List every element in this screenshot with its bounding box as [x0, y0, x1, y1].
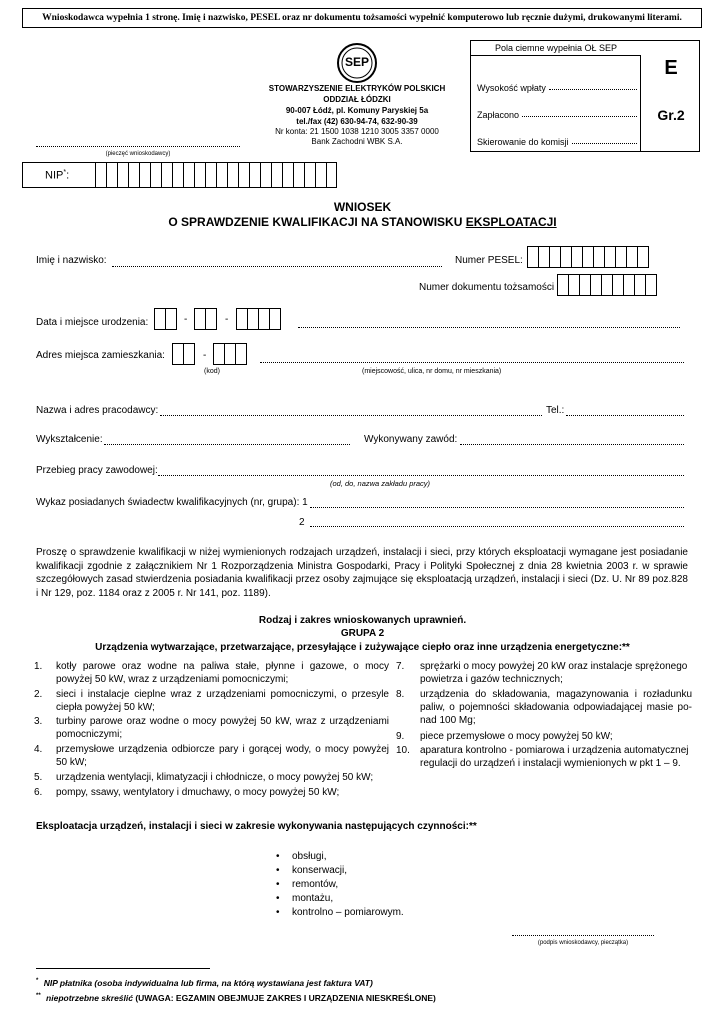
paid-label: Zapłacono [477, 110, 520, 120]
signature-label: (podpis wnioskodawcy, pieczątka) [537, 940, 629, 946]
sep-logo: SEP [336, 42, 378, 84]
top-notice: Wnioskodawca wypełnia 1 stronę. Imię i nazwisko, PESEL oraz nr dokumentu tożsamości wypełnić komputerowo lub ręcznie dużymi, drukowanymi literami. [22, 8, 702, 28]
footnote-separator [36, 968, 210, 969]
birth-month-cells[interactable] [194, 308, 217, 330]
committee-field[interactable] [477, 137, 637, 147]
org-address: 90-007 Łódź, pl. Komuny Paryskiej 5a [285, 106, 429, 115]
form-subtitle: O SPRAWDZENIE KWALIFIKACJI NA STANOWISKU EKSPLOATACJI [168, 215, 557, 229]
stamp-line[interactable] [36, 146, 240, 147]
birth-day-cells[interactable] [154, 308, 177, 330]
address-hint: (miejscowość, ulica, nr domu, nr mieszkania) [362, 368, 502, 375]
postcode-dash: - [203, 350, 207, 361]
address-label: Adres miejsca zamieszkania: [36, 350, 165, 361]
signature-line[interactable] [512, 935, 654, 936]
employer-label: Nazwa i adres pracodawcy: [36, 405, 159, 416]
id-doc-cells[interactable] [557, 274, 657, 296]
birth-place-field[interactable] [298, 327, 680, 328]
employer-field[interactable] [160, 415, 542, 416]
profession-field[interactable] [460, 444, 684, 445]
birth-year-cells[interactable] [236, 308, 281, 330]
pesel-cells[interactable] [527, 246, 649, 268]
address-field[interactable] [260, 362, 684, 363]
request-text: Proszę o sprawdzenie kwalifikacji w niżej wymienionych rodzajach urządzeń, instalacji i sieci, przy których eksploatacji wymagane jest posiadanie kwalifikacji zgodnie z załącznikiem Nr 1 Rozporządzenia Ministra Gospodarki, Pracy i Polityki Społecznej z dnia 28 kwietnia 2003 r. w sprawie szczegółowych zasad stwierdzenia posiadania kwalifikacji przez osoby zajmujące się eksploatacją urządzeń, instalacji i sieci (Dz. U. Nr 89 poz.828 i Nr 129, poz. 1184 oraz z 2005 r. Nr 141, poz. 1189). [36, 547, 688, 599]
certs-field-2[interactable] [310, 526, 684, 527]
pesel-label: Numer PESEL: [455, 255, 523, 266]
activity-item[interactable]: • montażu, [292, 893, 333, 904]
paid-field[interactable] [477, 110, 637, 120]
education-label: Wykształcenie: [36, 434, 103, 445]
activity-item[interactable]: • obsługi, [292, 851, 326, 862]
org-branch: ODDZIAŁ ŁÓDZKI [323, 95, 391, 104]
career-hint: (od, do, nazwa zakładu pracy) [330, 479, 431, 488]
activity-item[interactable]: • konserwacji, [292, 865, 347, 876]
name-label: Imię i nazwisko: [36, 255, 107, 266]
group-subtitle: Urządzenia wytwarzające, przetwarzające, przesyłające i zużywające ciepło oraz inne urządzenia energetyczne:** [95, 642, 630, 653]
org-phone: tel./fax (42) 630-94-74, 632-90-39 [296, 117, 418, 126]
birth-label: Data i miejsce urodzenia: [36, 317, 149, 328]
tel-field[interactable] [566, 415, 684, 416]
org-bank: Bank Zachodni WBK S.A. [311, 137, 403, 146]
fee-label: Wysokość wpłaty [477, 83, 546, 93]
office-box [470, 40, 700, 152]
certs-label: Wykaz posiadanych świadectw kwalifikacyjnych (nr, grupa): 1 [36, 497, 308, 508]
footnote-1: * NIP płatnika (osoba indywidualna lub firma, na którą wystawiana jest faktura VAT) [36, 978, 373, 988]
activities-title: Eksploatacja urządzeń, instalacji i sieci w zakresie wykonywania następujących czynności:** [36, 821, 477, 832]
org-account: Nr konta: 21 1500 1038 1210 3005 3357 0000 [275, 127, 439, 136]
career-field[interactable] [158, 475, 684, 476]
certs-field-1[interactable] [310, 507, 684, 508]
nip-cells[interactable] [95, 162, 327, 188]
scope-title: Rodzaj i zakres wnioskowanych uprawnień. [258, 615, 467, 626]
footnote-2: ** niepotrzebne skreślić (UWAGA: EGZAMIN OBEJMUJE ZAKRES I URZĄDZENIA NIESKREŚLONE) [36, 993, 436, 1003]
form-group: Gr.2 [657, 107, 685, 123]
profession-label: Wykonywany zawód: [364, 434, 458, 445]
postcode-cells-1[interactable] [172, 343, 195, 365]
fee-field[interactable] [477, 83, 637, 93]
office-box-header: Pola ciemne wypełnia OŁ SEP [494, 43, 618, 53]
nip-box [22, 162, 337, 188]
certs-label-2: 2 [299, 517, 305, 528]
postcode-cells-2[interactable] [213, 343, 247, 365]
career-label: Przebieg pracy zawodowej: [36, 465, 158, 476]
form-title: WNIOSEK [333, 200, 392, 214]
birth-dash-1: - [184, 314, 188, 325]
activity-item[interactable]: • kontrolno – pomiarowym. [292, 907, 404, 918]
org-name: STOWARZYSZENIE ELEKTRYKÓW POLSKICH [268, 84, 446, 93]
id-doc-label: Numer dokumentu tożsamości [419, 282, 555, 293]
name-field[interactable] [112, 266, 442, 267]
committee-label: Skierowanie do komisji [477, 137, 569, 147]
education-field[interactable] [104, 444, 350, 445]
stamp-label: (pieczęć wnioskodawcy) [105, 151, 171, 157]
group-title: GRUPA 2 [340, 628, 385, 639]
form-code: E [664, 57, 678, 79]
nip-label: NIP*: [45, 169, 70, 182]
activity-item[interactable]: • remontów, [292, 879, 338, 890]
tel-label: Tel.: [546, 405, 565, 416]
postcode-hint: (kod) [204, 368, 220, 375]
birth-dash-2: - [225, 314, 229, 325]
